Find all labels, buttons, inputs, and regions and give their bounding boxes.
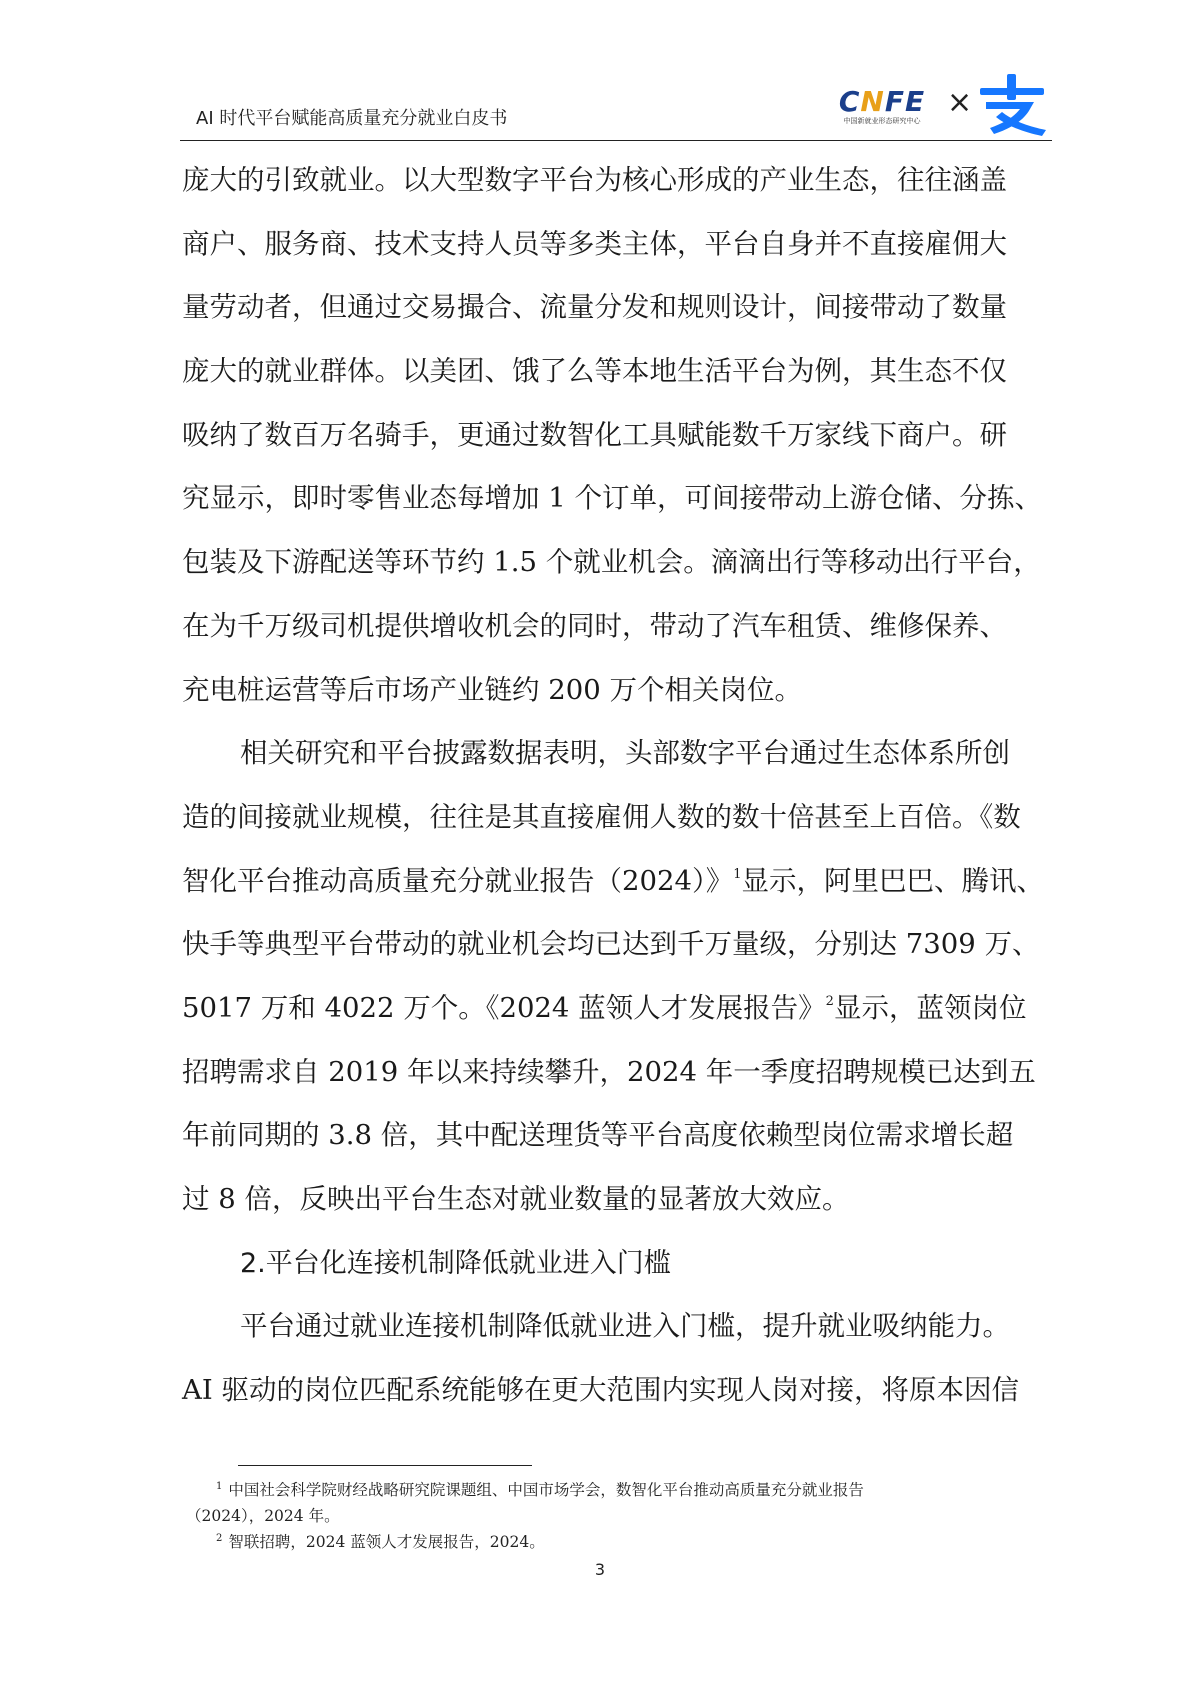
- cnfe-logo-fe: FE: [884, 85, 926, 118]
- document-title: AI 时代平台赋能高质量充分就业白皮书: [196, 108, 508, 129]
- text-line: 相关研究和平台披露数据表明，头部数字平台通过生态体系所创: [240, 737, 1010, 770]
- alipay-logo-icon: [972, 72, 1052, 136]
- text-line: 造的间接就业规模，往往是其直接雇佣人数的数十倍甚至上百倍。《数: [182, 800, 1021, 833]
- times-sign: ×: [947, 85, 973, 120]
- header-logos: [822, 66, 1052, 138]
- text-line: 究显示，即时零售业态每增加 1 个订单，可间接带动上游仓储、分拣、: [182, 482, 1042, 515]
- text-line: 招聘需求自 2019 年以来持续攀升，2024 年一季度招聘规模已达到五: [182, 1055, 1036, 1088]
- text-line: 庞大的就业群体。以美团、饿了么等本地生活平台为例，其生态不仅: [182, 355, 1007, 388]
- text-line: 充电桩运营等后市场产业链约 200 万个相关岗位。: [182, 673, 802, 706]
- footnote-1: $^1$ 中国社会科学院财经战略研究院课题组、中国市场学会，数智化平台推动高质量充分就业报告: [216, 1481, 864, 1499]
- text-line: 智化平台推动高质量充分就业报告（2024）》$^1$显示，阿里巴巴、腾讯、: [182, 864, 1045, 897]
- text-line: 年前同期的 3.8 倍，其中配送理货等平台高度依赖型岗位需求增长超: [182, 1119, 1014, 1152]
- body-text: [182, 149, 1045, 1423]
- text-line: 量劳动者，但通过交易撮合、流量分发和规则设计，间接带动了数量: [182, 291, 1007, 324]
- footnote-1-continued: （2024），2024 年。: [186, 1507, 340, 1525]
- footnote-ref-1[interactable]: 1: [733, 866, 742, 882]
- text-line: 快手等典型平台带动的就业机会均已达到千万量级，分别达 7309 万、: [182, 928, 1040, 961]
- page-header: [180, 64, 1052, 141]
- text-line: 平台通过就业连接机制降低就业进入门槛，提升就业吸纳能力。: [240, 1310, 1010, 1343]
- cnfe-logo: [822, 85, 942, 126]
- text-line: 商户、服务商、技术支持人员等多类主体，平台自身并不直接雇佣大: [182, 227, 1007, 260]
- cnfe-logo-subtitle: 中国新就业形态研究中心: [843, 117, 921, 125]
- section-heading: 2.平台化连接机制降低就业进入门槛: [240, 1247, 671, 1279]
- footnote-ref-2[interactable]: 2: [825, 993, 834, 1009]
- footnote-2: $^2$ 智联招聘，2024 蓝领人才发展报告，2024。: [216, 1533, 545, 1551]
- text-line: 吸纳了数百万名骑手，更通过数智化工具赋能数千万家线下商户。研: [182, 418, 1007, 451]
- cnfe-logo-n: N: [860, 85, 885, 118]
- text-line: 过 8 倍，反映出平台生态对就业数量的显著放大效应。: [182, 1183, 850, 1215]
- text-line: 在为千万级司机提供增收机会的同时，带动了汽车租赁、维修保养、: [182, 609, 1007, 642]
- footnote-divider: [238, 1465, 532, 1466]
- text-line: 庞大的引致就业。以大型数字平台为核心形成的产业生态，往往涵盖: [182, 164, 1007, 196]
- footnotes: [186, 1477, 1016, 1555]
- page-number: 3: [594, 1560, 606, 1579]
- text-line: 5017 万和 4022 万个。《2024 蓝领人才发展报告》$^2$显示，蓝领岗位: [182, 991, 1027, 1024]
- text-line: 包装及下游配送等环节约 1.5 个就业机会。滴滴出行等移动出行平台，: [182, 546, 1041, 579]
- text-line: AI 驱动的岗位匹配系统能够在更大范围内实现人岗对接，将原本因信: [182, 1374, 1019, 1407]
- cnfe-logo-c: C: [838, 85, 861, 118]
